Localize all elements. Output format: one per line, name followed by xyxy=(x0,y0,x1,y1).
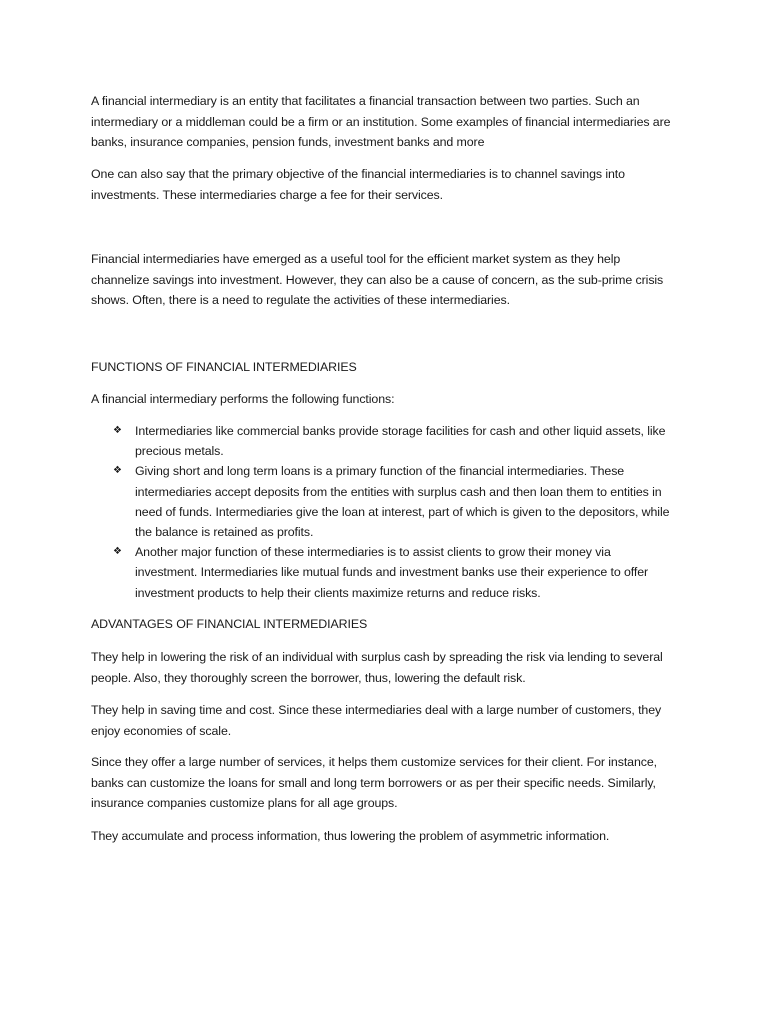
advantages-paragraph-2: They help in saving time and cost. Since these intermediaries deal with a large number of customers, they enjoy economies of scale. xyxy=(91,703,662,738)
advantages-paragraph-3: Since they offer a large number of services, it helps them customize services for their client. For instance, banks can customize the loans for small and long term borrowers or as per their specific needs. Similarly, insurance companies customize plans for all age groups. xyxy=(91,755,657,811)
functions-intro: A financial intermediary performs the following functions: xyxy=(91,392,395,406)
list-item xyxy=(91,542,671,603)
intro-paragraph-3: Financial intermediaries have emerged as a useful tool for the efficient market system as they help channelize savings into investment. However, they can also be a cause of concern, as the sub-prime crisis shows. Often, there is a need to regulate the activities of these intermediaries. xyxy=(91,252,664,308)
intro-paragraph-2: One can also say that the primary objective of the financial intermediaries is to channel savings into investments. These intermediaries charge a fee for their services. xyxy=(91,167,625,202)
list-item-text: Giving short and long term loans is a primary function of the financial intermediaries. These intermediaries accept deposits from the entities with surplus cash and then loan them to entities in need of funds. Intermediaries give the loan at interest, part of which is given to the depositors, while the balance is retained as profits. xyxy=(135,464,670,540)
functions-heading: FUNCTIONS OF FINANCIAL INTERMEDIARIES xyxy=(91,360,357,374)
list-item-text: Intermediaries like commercial banks provide storage facilities for cash and other liquid assets, like precious metals. xyxy=(135,424,666,459)
functions-list xyxy=(91,421,671,603)
advantages-paragraph-4: They accumulate and process information, thus lowering the problem of asymmetric information. xyxy=(91,829,610,843)
diamond-bullet-icon: ❖ xyxy=(113,465,122,477)
diamond-bullet-icon: ❖ xyxy=(113,425,122,436)
list-item xyxy=(91,461,671,542)
intro-paragraph-1: A financial intermediary is an entity that facilitates a financial transaction between two parties. Such an intermediary or a middleman could be a firm or an institution. Some examples of financial intermediaries are banks, insurance companies, pension funds, investment banks and more xyxy=(91,94,671,150)
advantages-paragraph-1: They help in lowering the risk of an individual with surplus cash by spreading the risk via lending to several people. Also, they thoroughly screen the borrower, thus, lowering the default risk. xyxy=(91,650,663,685)
list-item xyxy=(91,421,671,461)
diamond-bullet-icon: ❖ xyxy=(113,546,122,558)
list-item-text: Another major function of these intermediaries is to assist clients to grow their money via investment. Intermediaries like mutual funds and investment banks use their experience to offer investment products to help their clients maximize returns and reduce risks. xyxy=(135,545,649,600)
advantages-heading: ADVANTAGES OF FINANCIAL INTERMEDIARIES xyxy=(91,617,368,631)
